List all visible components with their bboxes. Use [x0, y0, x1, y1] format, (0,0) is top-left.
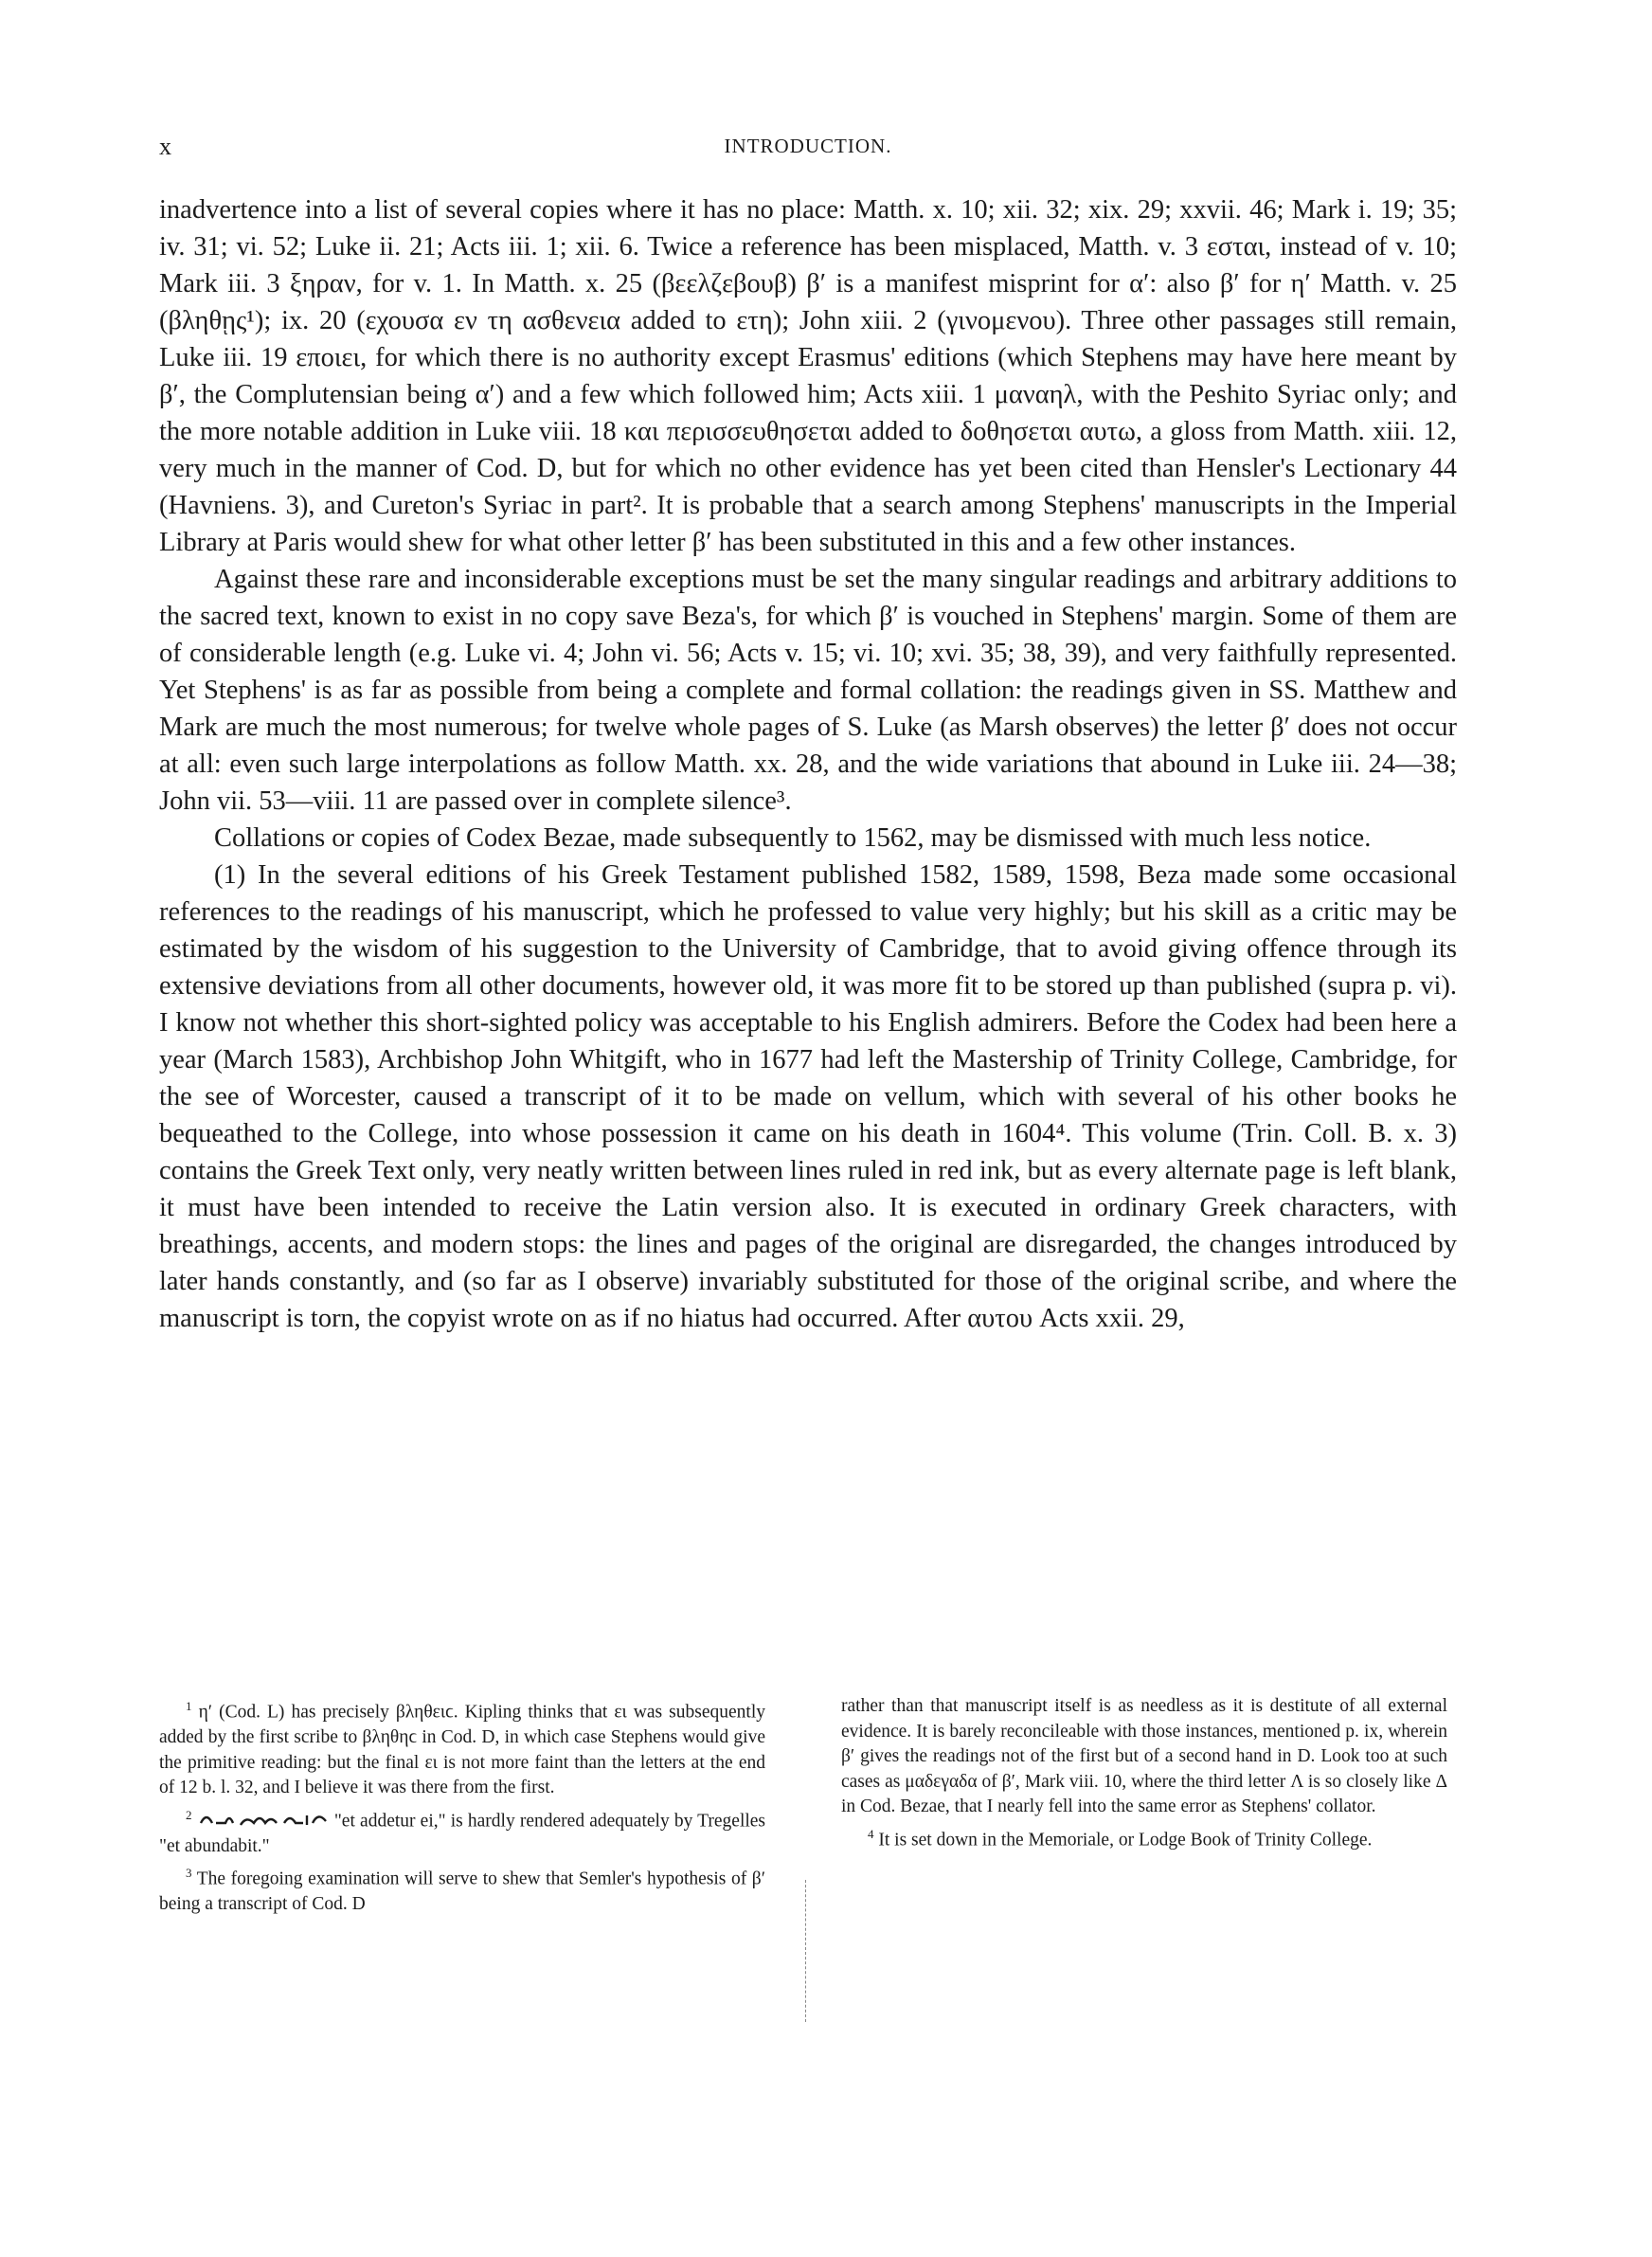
paragraph: inadvertence into a list of several copies where it has no place: Matth. x. 10; xii. 32; xix. 29; xxvii. 46; Mark i. 19; 35; iv. 31; vi. 52; Luke ii. 21; Acts iii. 1; xii. 6. Twice a reference has been misplaced, Matth. v. 3 εσται, instead of v. 10; Mark iii. 3 ξηραν, for v. 1. In Matth. x. 25 (βεελζεβουβ) β′ is a manifest misprint for α′: also β′ for η′ Matth. v. 25 (βληθῃς¹); ix. 20 (εχουσα εν τη ασθενεια added to ετη); John xiii. 2 (γινομενου). Three other passages still remain, Luke iii. 19 εποιει, for which there is no authority except Erasmus' editions (which Stephens may have here meant by β′, the Complutensian being α′) and a few which followed him; Acts xiii. 1 μαναηλ, with the Peshito Syriac only; and the more notable addition in Luke viii. 18 και περισσευθησεται added to δοθησεται αυτω, a gloss from Matth. xiii. 12, very much in the manner of Cod. D, but for which no other evidence has yet been cited than Hensler's Lectionary 44 (Havniens. 3), and Cureton's Syriac in part². It is probable that a search among Stephens' manuscripts in the Imperial Library at Paris would shew for what other letter β′ has been substituted in this and a few other instances.	[159, 195, 1457, 557]
footnote-text: The foregoing examination will serve to shew that Semler's hypothesis of β′ being a transcript of Cod. D	[159, 1869, 765, 1914]
footnote-text: It is set down in the Memoriale, or Lodge Book of Trinity College.	[878, 1830, 1373, 1850]
paragraph: Against these rare and inconsiderable exceptions must be set the many singular readings and arbitrary additions to the sacred text, known to exist in no copy save Beza's, for which β′ is vouched in Stephens' margin. Some of them are of considerable length (e.g. Luke vi. 4; John vi. 56; Acts v. 15; vi. 10; xvi. 35; 38, 39), and very faithfully represented. Yet Stephens' is as far as possible from being a complete and formal collation: the readings given in SS. Matthew and Mark are much the most numerous; for twelve whole pages of S. Luke (as Marsh observes) the letter β′ does not occur at all: even such large interpolations as follow Matth. xx. 28, and the wide variations that abound in Luke iii. 24—38; John vii. 53—viii. 11 are passed over in complete silence³.	[159, 565, 1457, 816]
footnote	[841, 1822, 1447, 1853]
running-title: INTRODUCTION.	[724, 135, 892, 157]
footnote	[159, 1694, 765, 1801]
footnote-continuation: rather than that manuscript itself is as needless as it is destitute of all external evidence. It is barely reconcileable with those instances, mentioned p. ix, wherein β′ gives the readings not of the first but of a second hand in D. Look too at such cases as μαδεγαδα of β′, Mark viii. 10, where the third letter Λ is so closely like Δ in Cod. Bezae, that I nearly fell into the same error as Stephens' collator.	[841, 1696, 1447, 1816]
paragraph: (1) In the several editions of his Greek Testament published 1582, 1589, 1598, Beza made some occasional references to the readings of his manuscript, which he professed to value very highly; but his skill as a critic may be estimated by the wisdom of his suggestion to the University of Cambridge, that to avoid giving offence through its extensive deviations from all other documents, however old, it was more fit to be stored up than published (supra p. vi). I know not whether this short-sighted policy was acceptable to his English admirers. Before the Codex had been here a year (March 1583), Archbishop John Whitgift, who in 1677 had left the Mastership of Trinity College, Cambridge, for the see of Worcester, caused a transcript of it to be made on vellum, which with several of his other books he bequeathed to the College, into whose possession it came on his death in 1604⁴. This volume (Trin. Coll. B. x. 3) contains the Greek Text only, very neatly written between lines ruled in red ink, but as every alternate page is left blank, it must have been intended to receive the Latin version also. It is executed in ordinary Greek characters, with breathings, accents, and modern stops: the lines and pages of the original are disregarded, the changes introduced by later hands constantly, and (so far as I observe) invariably substituted for those of the original scribe, and where the manuscript is torn, the copyist wrote on as if no hiatus had occurred. After αυτου Acts xxii. 29,	[159, 860, 1457, 1333]
page-number: x	[159, 133, 172, 160]
footnote-number: 2	[186, 1807, 192, 1822]
footnote-number: 4	[868, 1826, 874, 1841]
footnote	[159, 1803, 765, 1860]
footnote-number: 1	[186, 1699, 192, 1713]
running-head	[159, 133, 1457, 171]
footnote-text: η′ (Cod. L) has precisely βληθειϲ. Kipling thinks that ει was subsequently added by the first scribe to βληθηϲ in Cod. D, in which case Stephens would give the primitive reading: but the final ει is not more faint than the letters at the end of 12 b. l. 32, and I believe it was there from the first.	[159, 1702, 766, 1797]
main-text	[159, 191, 1457, 1337]
footnotes-left-column	[159, 1694, 765, 1920]
column-divider	[805, 1880, 806, 2022]
syriac-script-image	[197, 1808, 330, 1829]
footnote-number: 3	[186, 1866, 192, 1880]
paragraph: Collations or copies of Codex Bezae, made subsequently to 1562, may be dismissed with much less notice.	[214, 823, 1372, 853]
footnotes-right-column	[841, 1694, 1447, 1855]
footnotes	[159, 1694, 1457, 2035]
footnote-text: "et addetur ei," is hardly rendered adequately by Tregelles "et abundabit."	[159, 1811, 766, 1856]
footnote	[159, 1861, 765, 1918]
